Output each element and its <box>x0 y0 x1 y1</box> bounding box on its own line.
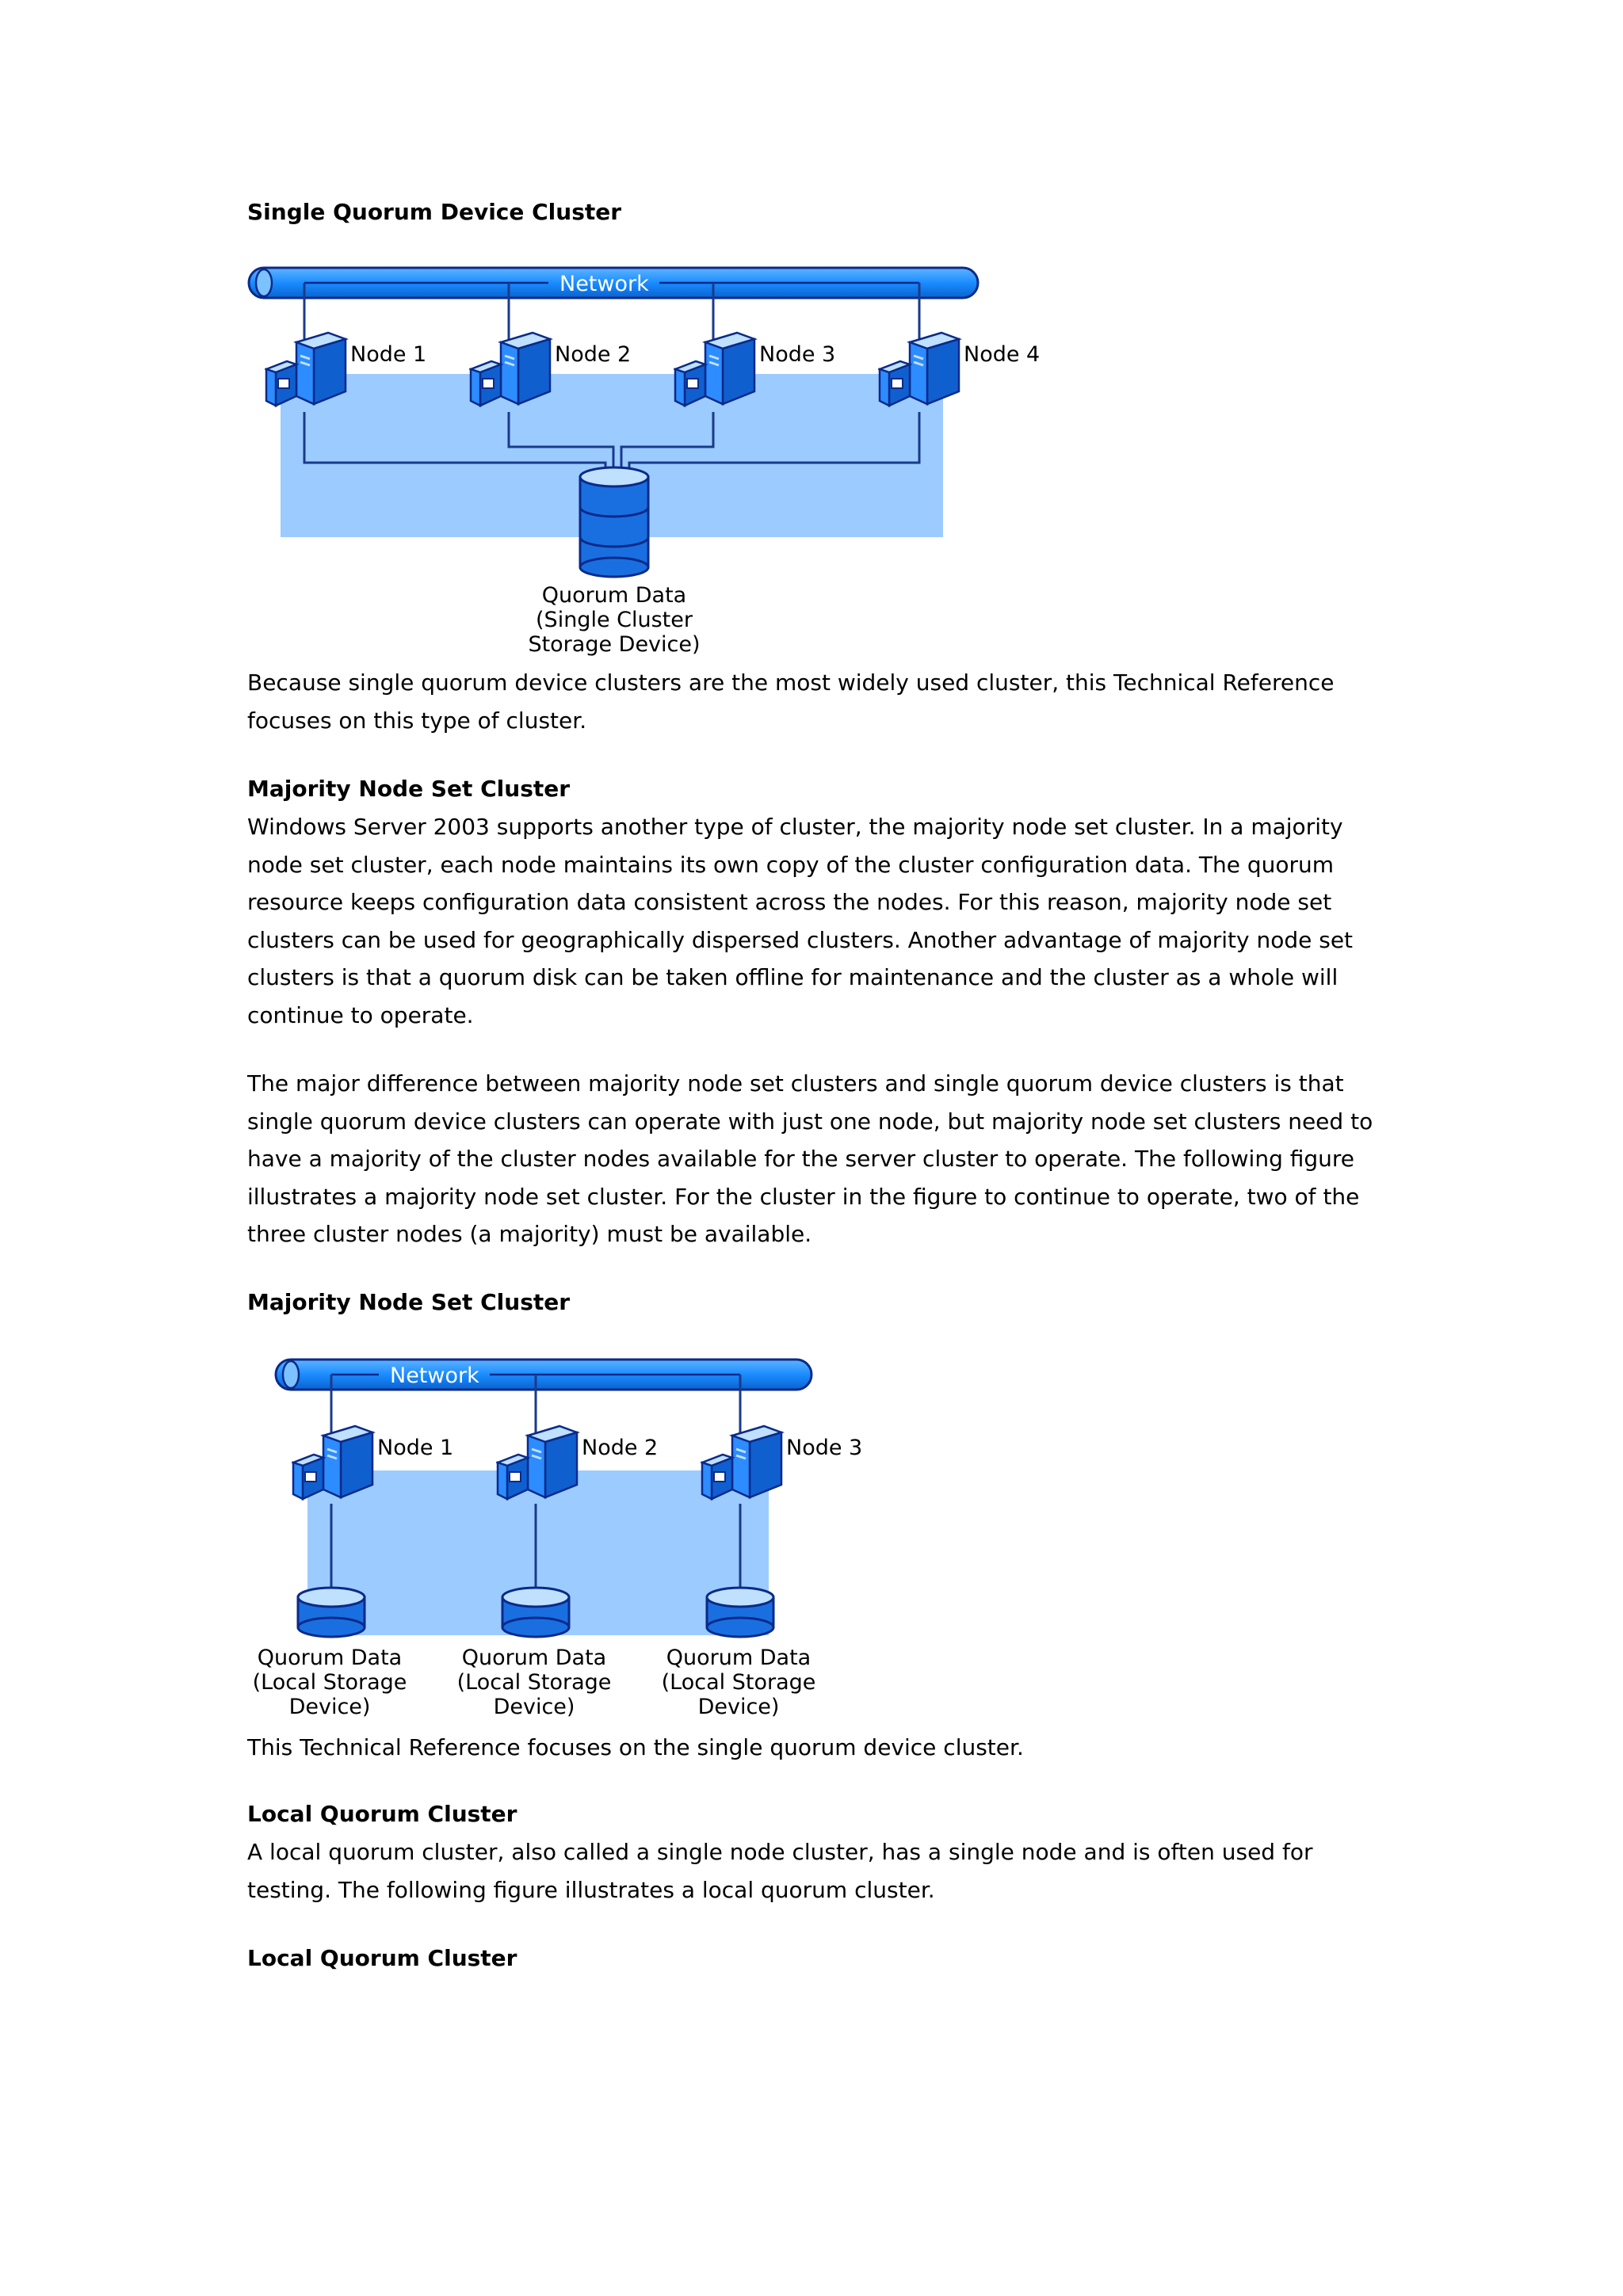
disk-icon <box>707 1588 773 1637</box>
disk-icon <box>298 1588 365 1637</box>
figure-majority-node-set-cluster <box>247 1353 897 1726</box>
disk-icon <box>502 1588 569 1637</box>
node-label: Node 2 <box>582 1436 659 1460</box>
paragraph-majority-node-set-intro: Windows Server 2003 supports another type of cluster, the majority node set cluster. In a majority node set cluster, each node maintains its own copy of the cluster configuration data. The quorum resource keeps configuration data consistent across the nodes. For this reason, majority node set clusters can be used for geographically dispersed clusters. Another advantage of majority node set clusters is that a quorum disk can be taken offline for maintenance and the cluster as a whole will continue to operate. <box>247 814 1354 1028</box>
paragraph-majority-vs-single: The major difference between majority node set clusters and single quorum device clusters is that single quorum device clusters can operate with just one node, but majority node set clusters need to have a majority of the cluster nodes available for the server cluster to operate. The following figure illustrates a majority node set cluster. For the cluster in the figure to continue to operate, two of the three cluster nodes (a majority) must be available. <box>247 1070 1373 1247</box>
heading-local-quorum-cluster: Local Quorum Cluster <box>247 1801 517 1827</box>
storage-label-line: Device) <box>493 1695 575 1719</box>
heading-figure-local-quorum-cluster: Local Quorum Cluster <box>247 1945 517 1971</box>
storage-label-line: Quorum Data <box>666 1646 812 1670</box>
node-label: Node 1 <box>377 1436 454 1460</box>
storage-label-line: (Local Storage <box>661 1670 816 1695</box>
node-label: Node 2 <box>555 342 632 367</box>
heading-majority-node-set-cluster: Majority Node Set Cluster <box>247 776 571 802</box>
server-icon <box>266 333 346 406</box>
paragraph-local-quorum-intro: A local quorum cluster, also called a single node cluster, has a single node and is often used for testing. The following figure illustrates a local quorum cluster. <box>247 1839 1313 1903</box>
storage-label-line: (Single Cluster <box>536 608 693 632</box>
storage-stack-icon <box>580 467 648 577</box>
network-label: Network <box>390 1363 479 1388</box>
server-icon <box>702 1426 781 1499</box>
storage-label-line: (Local Storage <box>252 1670 407 1695</box>
storage-label-line: (Local Storage <box>456 1670 612 1695</box>
node-label: Node 4 <box>964 342 1041 367</box>
server-icon <box>293 1426 372 1499</box>
paragraph-technical-reference-focus: This Technical Reference focuses on the single quorum device cluster. <box>247 1734 1024 1760</box>
network-label: Network <box>559 272 649 296</box>
server-icon <box>471 333 550 406</box>
storage-label-line: Quorum Data <box>257 1646 403 1670</box>
node-label: Node 3 <box>786 1436 863 1460</box>
server-icon <box>675 333 754 406</box>
node-label: Node 1 <box>350 342 427 367</box>
server-icon <box>880 333 959 406</box>
node-label: Node 3 <box>759 342 836 367</box>
paragraph-single-quorum-focus: Because single quorum device clusters are the most widely used cluster, this Technical Reference focuses on this type of cluster. <box>247 669 1335 734</box>
storage-label-line: Device) <box>288 1695 371 1719</box>
heading-single-quorum-device-cluster: Single Quorum Device Cluster <box>247 199 622 225</box>
server-icon <box>498 1426 577 1499</box>
storage-label-line: Storage Device) <box>528 632 701 657</box>
figure-single-quorum-device-cluster <box>247 261 1040 666</box>
storage-label-line: Quorum Data <box>541 583 687 608</box>
heading-figure-majority-node-set-cluster: Majority Node Set Cluster <box>247 1289 571 1315</box>
storage-label-line: Quorum Data <box>461 1646 607 1670</box>
storage-label-line: Device) <box>697 1695 780 1719</box>
